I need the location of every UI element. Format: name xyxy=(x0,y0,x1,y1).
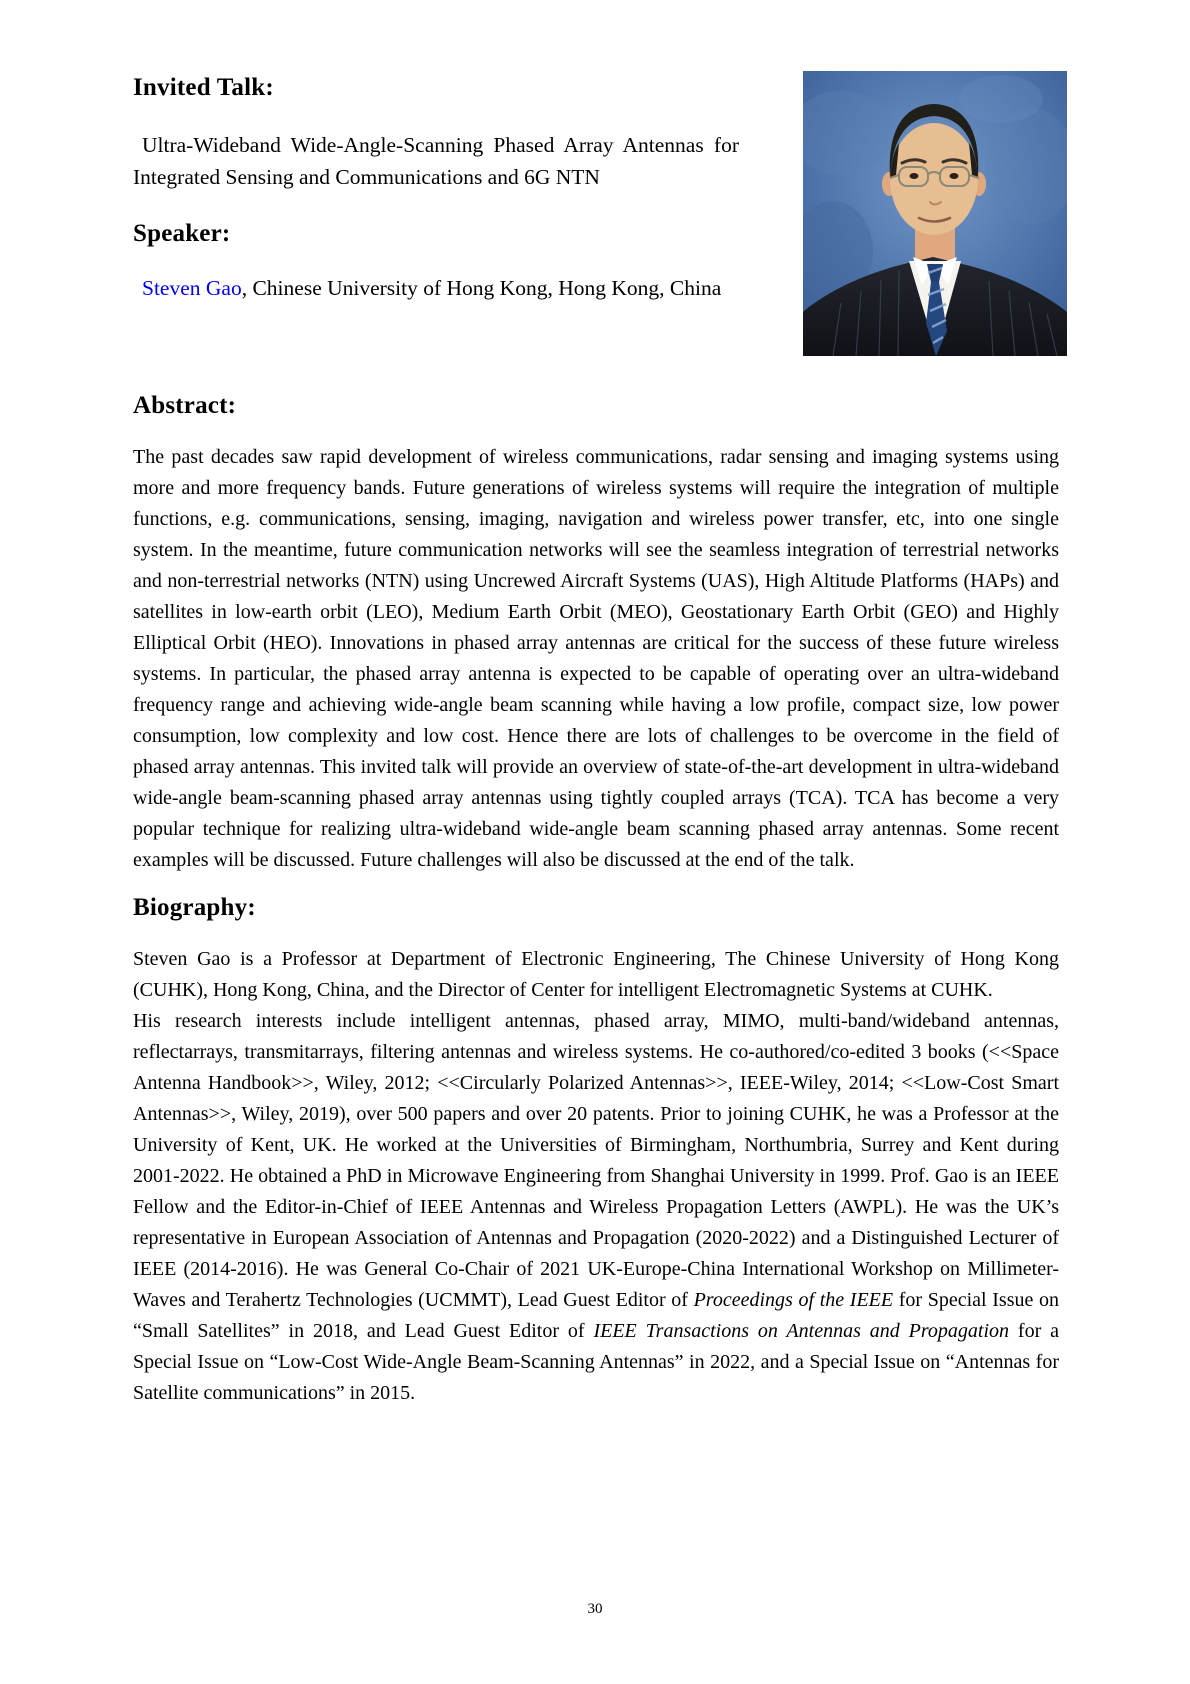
speaker-affiliation: , Chinese University of Hong Kong, Hong Kong, China xyxy=(241,276,722,300)
talk-header-text xyxy=(133,73,739,304)
speaker-portrait-image xyxy=(803,71,1067,356)
abstract-text: The past decades saw rapid development of wireless communications, radar sensing and imaging systems using more and more frequency bands. Future generations of wireless systems will require the integration of multiple functions, e.g. communications, sensing, imaging, navigation and wireless power transfer, etc, into one single system. In the meantime, future communication networks will see the seamless integration of terrestrial networks and non-terrestrial networks (NTN) using Uncrewed Aircraft Systems (UAS), High Altitude Platforms (HAPs) and satellites in low-earth orbit (LEO), Medium Earth Orbit (MEO), Geostationary Earth Orbit (GEO) and Highly Elliptical Orbit (HEO). Innovations in phased array antennas are critical for the success of these future wireless systems. In particular, the phased array antenna is expected to be capable of operating over an ultra-wideband frequency range and achieving wide-angle beam scanning while having a low profile, compact size, low power consumption, low complexity and low cost. Hence there are lots of challenges to be overcome in the field of phased array antennas. This invited talk will provide an overview of state-of-the-art development in ultra-wideband wide-angle beam-scanning phased array antennas using tightly coupled arrays (TCA). TCA has become a very popular technique for realizing ultra-wideband wide-angle beam scanning phased array antennas. Some recent examples will be discussed. Future challenges will also be discussed at the end of the talk. xyxy=(133,446,1059,871)
speaker-line xyxy=(133,272,739,304)
invited-talk-heading: Invited Talk: xyxy=(133,74,274,101)
biography-paragraph-2: His research interests include intelligent antennas, phased array, MIMO, multi-band/wideband antennas, reflectarrays, transmitarrays, filtering antennas and wireless systems. He co-authored/co-edited 3 books (<<Space Antenna Handbook>>, Wiley, 2012; <<Circularly Polarized Antennas>>, IEEE-Wiley, 2014; <<Low-Cost Smart Antennas>>, Wiley, 2019), over 500 papers and over 20 patents. Prior to joining CUHK, he was a Professor at the University of Kent, UK. He worked at the Universities of Birmingham, Northumbria, Surrey and Kent during 2001-2022. He obtained a PhD in Microwave Engineering from Shanghai University in 1999. Prof. Gao is an IEEE Fellow and the Editor-in-Chief of IEEE Antennas and Wireless Propagation Letters (AWPL). He was the UK’s representative in European Association of Antennas and Propagation (2020-2022) and a Distinguished Lecturer of IEEE (2014-2016). He was General Co-Chair of 2021 UK-Europe-China International Workshop on Millimeter-Waves and Terahertz Technologies (UCMMT), Lead Guest Editor of Proceedings of the IEEE for Special Issue on “Small Satellites” in 2018, and Lead Guest Editor of IEEE Transactions on Antennas and Propagation for a Special Issue on “Low-Cost Wide-Angle Beam-Scanning Antennas” in 2022, and a Special Issue on “Antennas for Satellite communications” in 2015. xyxy=(133,1010,1060,1404)
speaker-heading: Speaker: xyxy=(133,220,231,247)
page-number: 30 xyxy=(587,1601,603,1617)
page-content xyxy=(133,73,1059,1409)
speaker-photo xyxy=(803,71,1067,356)
talk-title: Ultra-Wideband Wide-Angle-Scanning Phased Array Antennas for Integrated Sensing and Communications and 6G NTN xyxy=(133,133,739,189)
biography-paragraph-1: Steven Gao is a Professor at Department of Electronic Engineering, The Chinese University of Hong Kong (CUHK), Hong Kong, China, and the Director of Center for intelligent Electromagnetic Systems at CUHK. xyxy=(133,948,1059,1001)
abstract-heading: Abstract: xyxy=(133,392,237,419)
speaker-name-link[interactable]: Steven Gao xyxy=(142,276,242,300)
biography-heading: Biography: xyxy=(133,894,256,921)
talk-header-section xyxy=(133,73,1059,360)
